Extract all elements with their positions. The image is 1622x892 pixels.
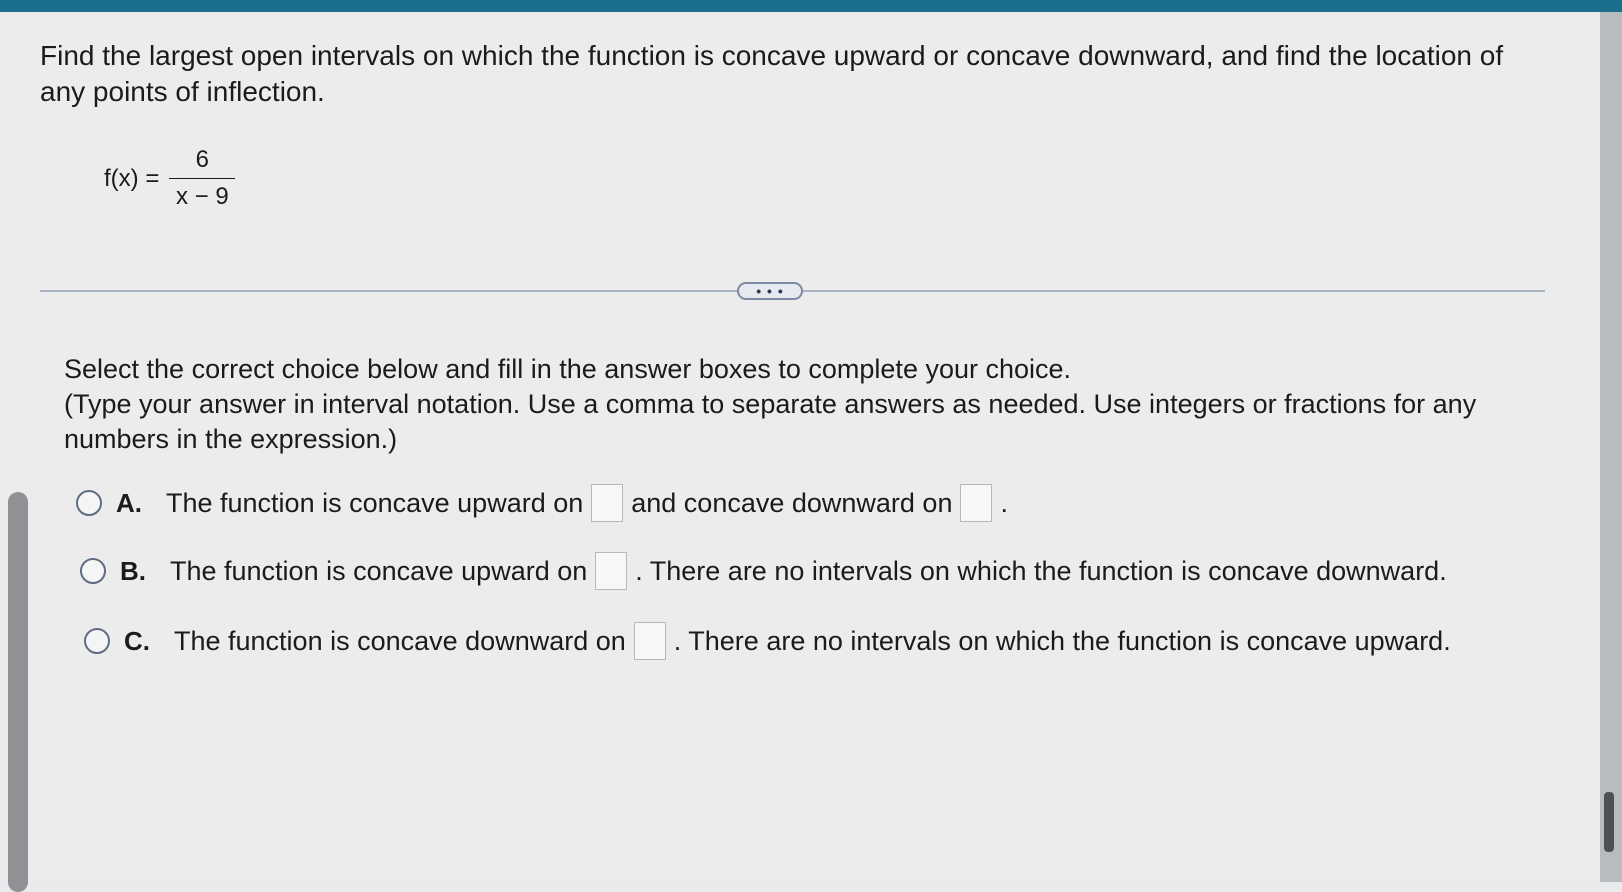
choice-c[interactable] bbox=[84, 622, 1451, 660]
choice-a-text-middle: and concave downward on bbox=[631, 487, 953, 518]
choice-c-radio[interactable] bbox=[84, 628, 110, 654]
concave-upward-answer-box[interactable] bbox=[595, 552, 627, 590]
choice-b[interactable] bbox=[80, 552, 1447, 590]
formula-lhs: f(x) = bbox=[104, 164, 160, 192]
choice-c-text-after: . There are no intervals on which the function is concave upward. bbox=[673, 625, 1451, 656]
choice-b-letter: B. bbox=[120, 555, 146, 586]
right-scrollbar[interactable] bbox=[1600, 12, 1622, 882]
concave-downward-answer-box[interactable] bbox=[634, 622, 666, 660]
formula-fraction bbox=[169, 146, 235, 211]
choice-c-text-before: The function is concave downward on bbox=[174, 625, 626, 656]
concave-upward-answer-box[interactable] bbox=[591, 484, 623, 522]
instructions bbox=[64, 352, 1514, 457]
left-scrollbar[interactable] bbox=[8, 492, 28, 892]
question-text: Find the largest open intervals on which the function is concave upward or concave downward, and find the location of any points of inflection. bbox=[40, 40, 1504, 107]
choice-a-radio[interactable] bbox=[76, 490, 102, 516]
top-header-bar bbox=[0, 0, 1622, 12]
function-formula bbox=[104, 146, 235, 211]
instructions-line-2: (Type your answer in interval notation. Use a comma to separate answers as needed. Use integers or fractions for any numbers in the expression.) bbox=[64, 389, 1477, 454]
choice-c-letter: C. bbox=[124, 625, 150, 656]
choice-a-letter: A. bbox=[116, 487, 142, 518]
choice-b-radio[interactable] bbox=[80, 558, 106, 584]
formula-denominator: x − 9 bbox=[175, 183, 229, 210]
formula-numerator: 6 bbox=[169, 146, 235, 179]
choice-b-text-before: The function is concave upward on bbox=[170, 555, 588, 586]
choice-b-text-after: . There are no intervals on which the function is concave downward. bbox=[635, 555, 1447, 586]
choice-a-text-after: . bbox=[1000, 487, 1008, 518]
right-scrollbar-thumb[interactable] bbox=[1604, 792, 1614, 852]
instructions-line-1: Select the correct choice below and fill in the answer boxes to complete your choice. bbox=[64, 354, 1072, 384]
more-button[interactable]: • • • bbox=[737, 282, 803, 300]
concave-downward-answer-box[interactable] bbox=[960, 484, 992, 522]
choice-a-text-before: The function is concave upward on bbox=[166, 487, 584, 518]
choice-a[interactable] bbox=[76, 484, 1008, 522]
